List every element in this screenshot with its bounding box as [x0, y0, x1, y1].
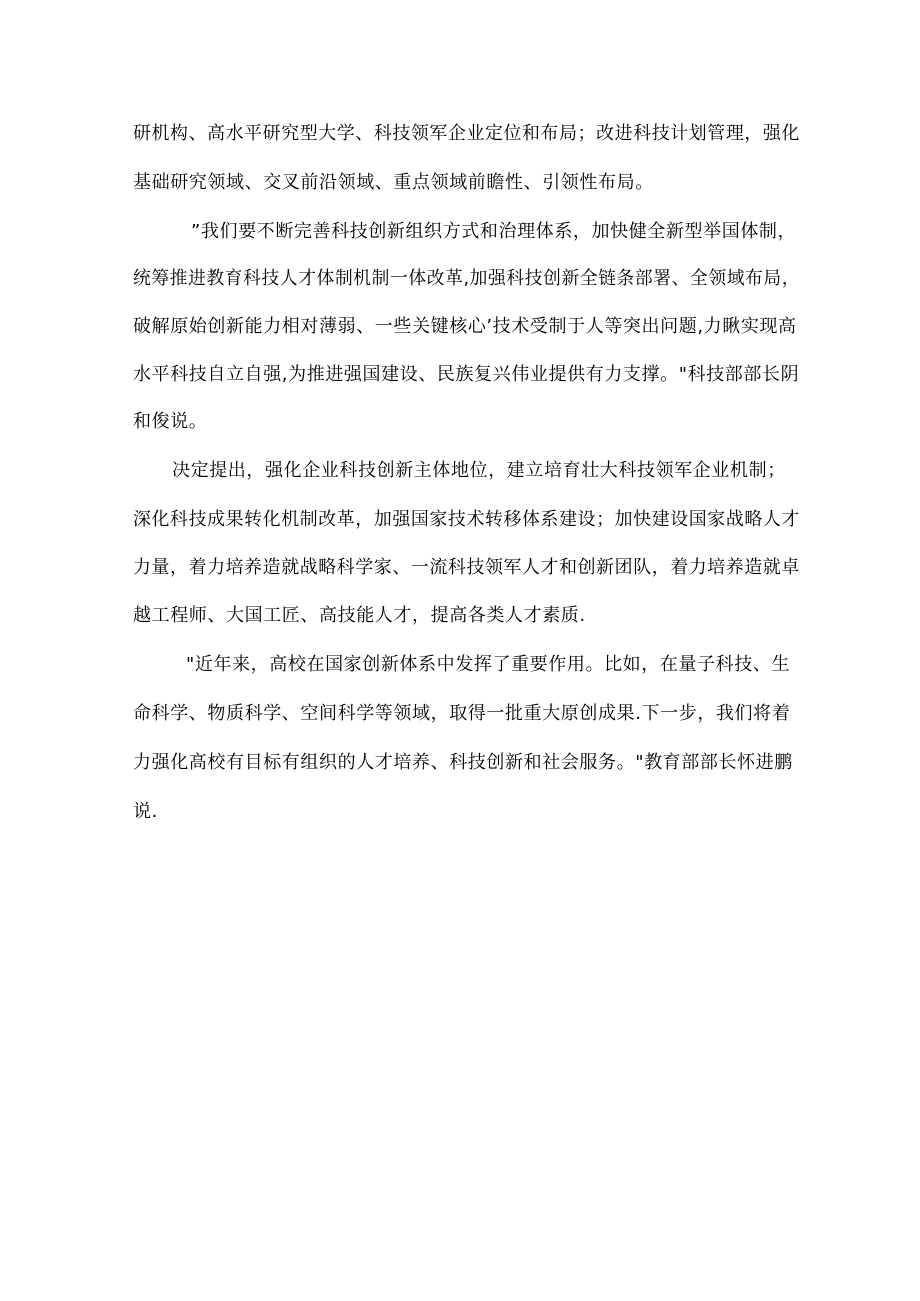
paragraph-line: 统筹推进教育科技人才体制机制一体改革,加强科技创新全链条部署、全领域布局， [133, 268, 801, 289]
paragraph-line: 决定提出，强化企业科技创新主体地位，建立培育壮大科技领军企业机制； [172, 460, 786, 481]
paragraph-line: 深化科技成果转化机制改革，加强国家技术转移体系建设；加快建设国家战略人才 [133, 509, 800, 530]
paragraph-line: 说. [133, 801, 158, 822]
paragraph-line: 研机构、高水平研究型大学、科技领军企业定位和布局；改进科技计划管理，强化 [133, 123, 800, 144]
paragraph-line: 力强化高校有目标有组织的人才培养、科技创新和社会服务。"教育部部长怀进鹏 [133, 752, 793, 773]
paragraph-line: 越工程师、大国工匠、高技能人才，提高各类人才素质. [133, 605, 586, 626]
paragraph-line: ”我们要不断完善科技创新组织方式和治理体系，加快健全新型举国体制， [191, 221, 797, 242]
paragraph-line: 基础研究领域、交叉前沿领域、重点领域前瞻性、引领性布局。 [133, 172, 654, 193]
paragraph-line: 水平科技自立自强,为推进强国建设、民族复兴伟业提供有力支撑。"科技部部长阴 [133, 364, 800, 385]
paragraph-line: 和俊说。 [133, 411, 208, 432]
paragraph-line: 破解原始创新能力相对薄弱、一些关键核心’技术受制于人等突出问题,力瞅实现高 [133, 316, 797, 337]
paragraph-line: 命科学、物质科学、空间科学等领域，取得一批重大原创成果.下一步，我们将着 [133, 703, 791, 724]
paragraph-line: 力量，着力培养造就战略科学家、一流科技领军人才和创新团队，着力培养造就卓 [133, 557, 800, 578]
paragraph-line: "近年来，高校在国家创新体系中发挥了重要作用。比如，在量子科技、生 [186, 654, 791, 675]
